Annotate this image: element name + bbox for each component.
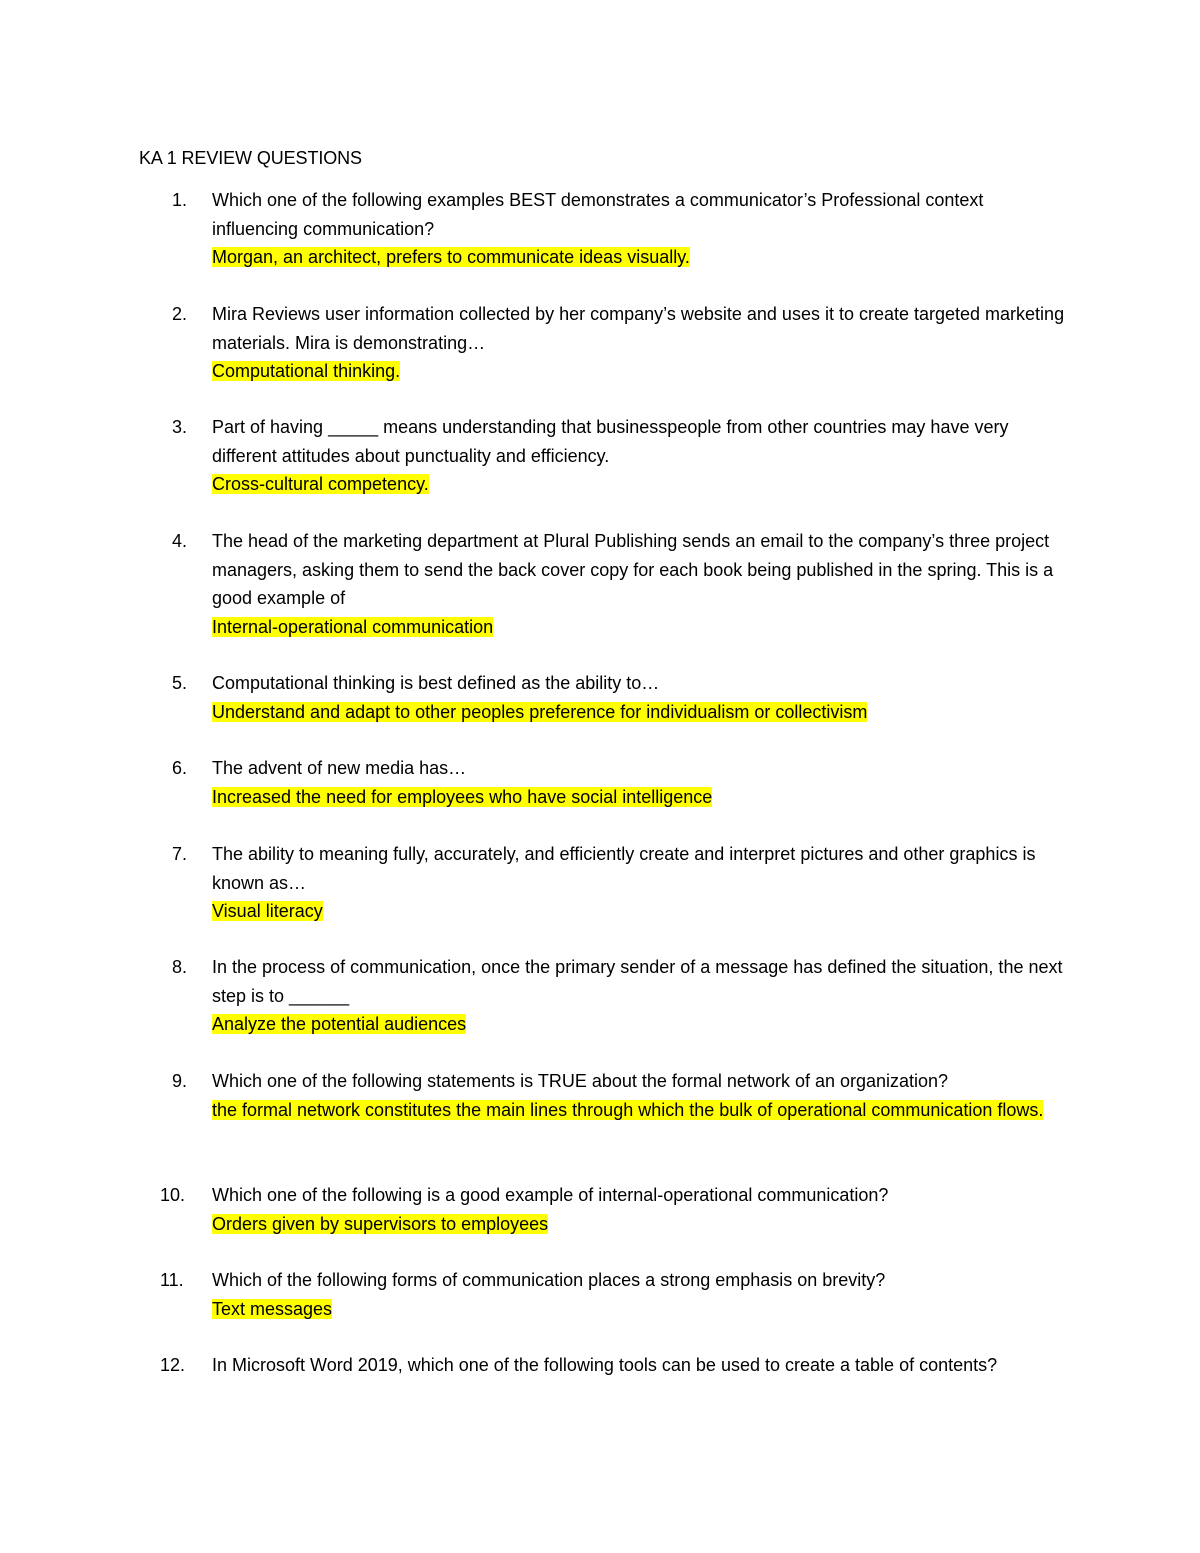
question-text: Mira Reviews user information collected by her company’s website and uses it to create targeted marketing materials. Mira is demonstrating… — [212, 304, 1065, 353]
answer-highlight: Analyze the potential audiences — [212, 1014, 467, 1034]
question-item-8 — [139, 953, 1069, 1039]
question-item-1 — [139, 186, 1069, 272]
question-text: The head of the marketing department at Plural Publishing sends an email to the company’s three project managers, asking them to send the back cover copy for each book being published in the spring. This is a good example of — [212, 531, 1054, 608]
question-number: 8. — [172, 957, 188, 977]
question-item-5 — [139, 669, 1069, 726]
answer-highlight: Orders given by supervisors to employees — [212, 1213, 549, 1234]
question-text: Which one of the following is a good example of internal-operational communication? — [212, 1185, 889, 1205]
question-text: The advent of new media has… — [212, 758, 467, 778]
question-number: 11. — [160, 1270, 184, 1290]
question-item-11 — [139, 1266, 1069, 1323]
question-text: Which one of the following statements is TRUE about the formal network of an organization? — [212, 1071, 949, 1091]
question-text: Computational thinking is best defined as the ability to… — [212, 673, 660, 693]
question-number: 9. — [172, 1071, 188, 1091]
document-title: KA 1 REVIEW QUESTIONS — [139, 148, 362, 168]
question-number: 5. — [172, 673, 188, 693]
answer-highlight: Computational thinking. — [212, 361, 401, 381]
answer-highlight: Text messages — [212, 1298, 333, 1319]
question-item-4 — [139, 527, 1069, 641]
question-item-6 — [139, 754, 1069, 811]
question-number: 4. — [172, 531, 188, 551]
question-item-3 — [139, 413, 1069, 499]
question-number: 6. — [172, 758, 188, 778]
answer-highlight: Internal-operational communication — [212, 616, 494, 637]
question-text: Which of the following forms of communication places a strong emphasis on brevity? — [212, 1270, 886, 1290]
question-number: 1. — [172, 190, 188, 210]
question-number: 3. — [172, 417, 188, 437]
question-text: In the process of communication, once the primary sender of a message has defined the situation, the next step is to ______ — [212, 957, 1063, 1006]
question-number: 10. — [160, 1185, 186, 1205]
answer-highlight: Cross-cultural competency. — [212, 474, 429, 494]
question-item-2 — [139, 300, 1069, 386]
question-text: Part of having _____ means understanding that businesspeople from other countries may have very different attitudes about punctuality and efficiency. — [212, 417, 1009, 466]
question-item-7 — [139, 840, 1069, 926]
question-number: 7. — [172, 844, 188, 864]
answer-highlight: Understand and adapt to other peoples preference for individualism or collectivism — [212, 701, 868, 722]
answer-highlight: the formal network constitutes the main lines through which the bulk of operational communication flows. — [212, 1099, 1044, 1120]
question-number: 2. — [172, 304, 188, 324]
answer-highlight: Visual literacy — [212, 901, 323, 921]
question-text: In Microsoft Word 2019, which one of the following tools can be used to create a table of contents? — [212, 1355, 998, 1375]
answer-highlight: Increased the need for employees who have social intelligence — [212, 786, 713, 807]
question-text: Which one of the following examples BEST demonstrates a communicator’s Professional context influencing communication? — [212, 190, 984, 239]
question-item-12 — [139, 1351, 1069, 1380]
question-number: 12. — [160, 1355, 186, 1375]
question-item-10 — [139, 1181, 1069, 1238]
answer-highlight: Morgan, an architect, prefers to communicate ideas visually. — [212, 247, 690, 267]
question-item-9 — [139, 1067, 1069, 1124]
question-text: The ability to meaning fully, accurately, and efficiently create and interpret pictures and other graphics is known as… — [212, 844, 1036, 893]
